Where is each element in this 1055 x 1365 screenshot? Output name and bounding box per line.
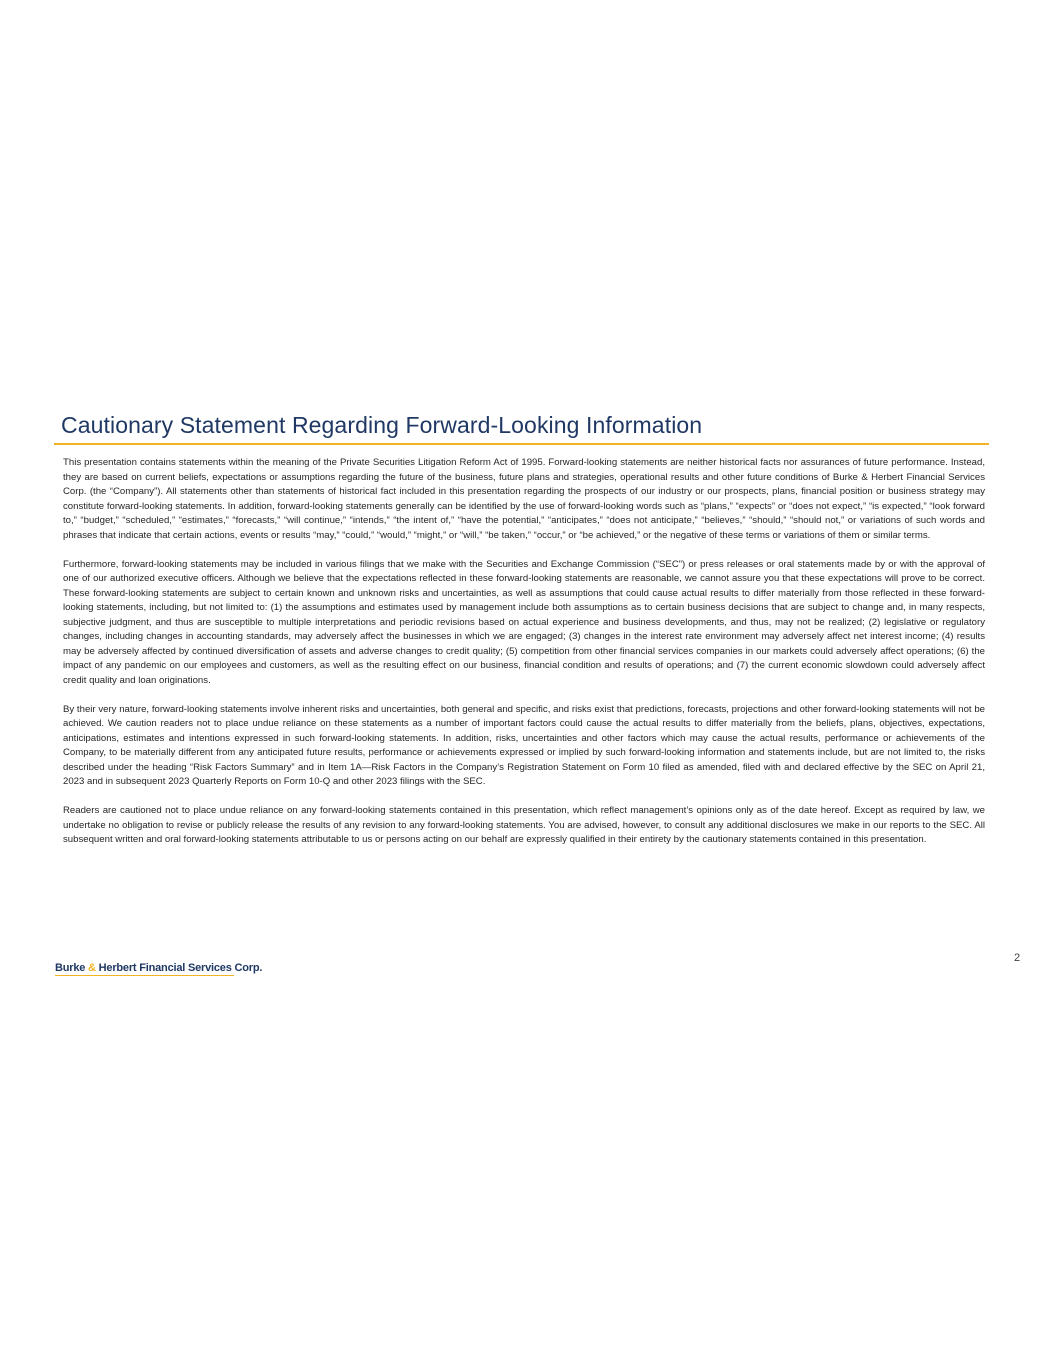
company-logo [55, 958, 263, 978]
page-number: 2 [1014, 952, 1021, 964]
paragraph-1: This presentation contains statements within the meaning of the Private Securities Litigation Reform Act of 1995. Forward-looking statements are neither historical facts nor assurances of future performance. Instead, they are based on current beliefs, expectations or assumptions regarding the future of the business, future plans and strategies, operational results and other future conditions of Burke & Herbert Financial Services Corp. (the “Company”). All statements other than statements of historical fact included in this presentation regarding the prospects of our industry or our prospects, plans, financial position or business strategy may constitute forward-looking statements. In addition, forward-looking statements generally can be identified by the use of forward-looking words such as “plans,” “expects” or “does not expect,” “is expected,” “look forward to,” “budget,” “scheduled,” “estimates,” “forecasts,” “will continue,” “intends,” “the intent of,” “have the potential,” “anticipates,” “does not anticipate,” “believes,” “should,” “should not,” or variations of such words and phrases that indicate that certain actions, events or results “may,” “could,” “would,” “might,” or “will,” “be taken,” “occur,” or “be achieved,” or the negative of these terms or variations of them or similar terms. [63, 457, 985, 541]
logo-underline [55, 975, 234, 976]
slide-title: Cautionary Statement Regarding Forward-Looking Information [61, 412, 703, 438]
logo-text [55, 962, 262, 974]
title-underline [54, 443, 989, 445]
paragraph-2: Furthermore, forward-looking statements may be included in various filings that we make with the Securities and Exchange Commission (“SEC”) or press releases or oral statements made by or with the approval of one of our authorized executive officers. Although we believe that the expectations reflected in these forward-looking statements are reasonable, we cannot assure you that these expectations will prove to be correct. These forward-looking statements are subject to certain known and unknown risks and uncertainties, as well as assumptions that could cause actual results to differ materially from those reflected in these forward-looking statements, including, but not limited to: (1) the assumptions and estimates used by management include both assumptions as to certain business decisions that are subject to change and, in many respects, subjective judgment, and thus are susceptible to multiple interpretations and periodic revisions based on actual experience and business developments, and thus, may not be realized; (2) legislative or regulatory changes, including changes in accounting standards, may adversely affect the businesses in which we are engaged; (3) changes in the interest rate environment may adversely affect net interest income; (4) results may be adversely affected by continued diversification of assets and adverse changes to credit quality; (5) competition from other financial services companies in our markets could adversely affect operations; (6) the impact of any pandemic on our employees and customers, as well as the resulting effect on our business, financial condition and results of operations; and (7) the current economic slowdown could adversely affect credit quality and loan originations. [63, 558, 985, 686]
paragraph-3: By their very nature, forward-looking statements involve inherent risks and uncertainties, both general and specific, and risks exist that predictions, forecasts, projections and other forward-looking statements will not be achieved. We caution readers not to place undue reliance on these statements as a number of important factors could cause the actual results to differ materially from the beliefs, plans, objectives, expectations, anticipations, estimates and intentions expressed in such forward-looking statements. In addition, risks, uncertainties and other factors which may cause the actual results, performance or achievements of the Company, to be materially different from any anticipated future results, performance or achievements expressed or implied by such forward-looking information and statements include, but are not limited to, the risks described under the heading “Risk Factors Summary” and in Item 1A—Risk Factors in the Company’s Registration Statement on Form 10 filed as amended, filed with and declared effective by the SEC on April 21, 2023 and in subsequent 2023 Quarterly Reports on Form 10-Q and other 2023 filings with the SEC. [63, 703, 985, 787]
disclaimer-body [63, 456, 985, 862]
paragraph-4: Readers are cautioned not to place undue reliance on any forward-looking statements contained in this presentation, which reflect management’s opinions only as of the date hereof. Except as required by law, we undertake no obligation to revise or publicly release the results of any revision to any forward-looking statements. You are advised, however, to consult any additional disclosures we make in our reports to the SEC. All subsequent written and oral forward-looking statements attributable to us or persons acting on our behalf are expressly qualified in their entirety by the cautionary statements contained in this presentation. [63, 805, 985, 845]
logo-ampersand: & [88, 962, 96, 974]
logo-name-part1: Burke [55, 962, 89, 974]
logo-name-part2: Herbert Financial Services Corp. [95, 962, 263, 974]
